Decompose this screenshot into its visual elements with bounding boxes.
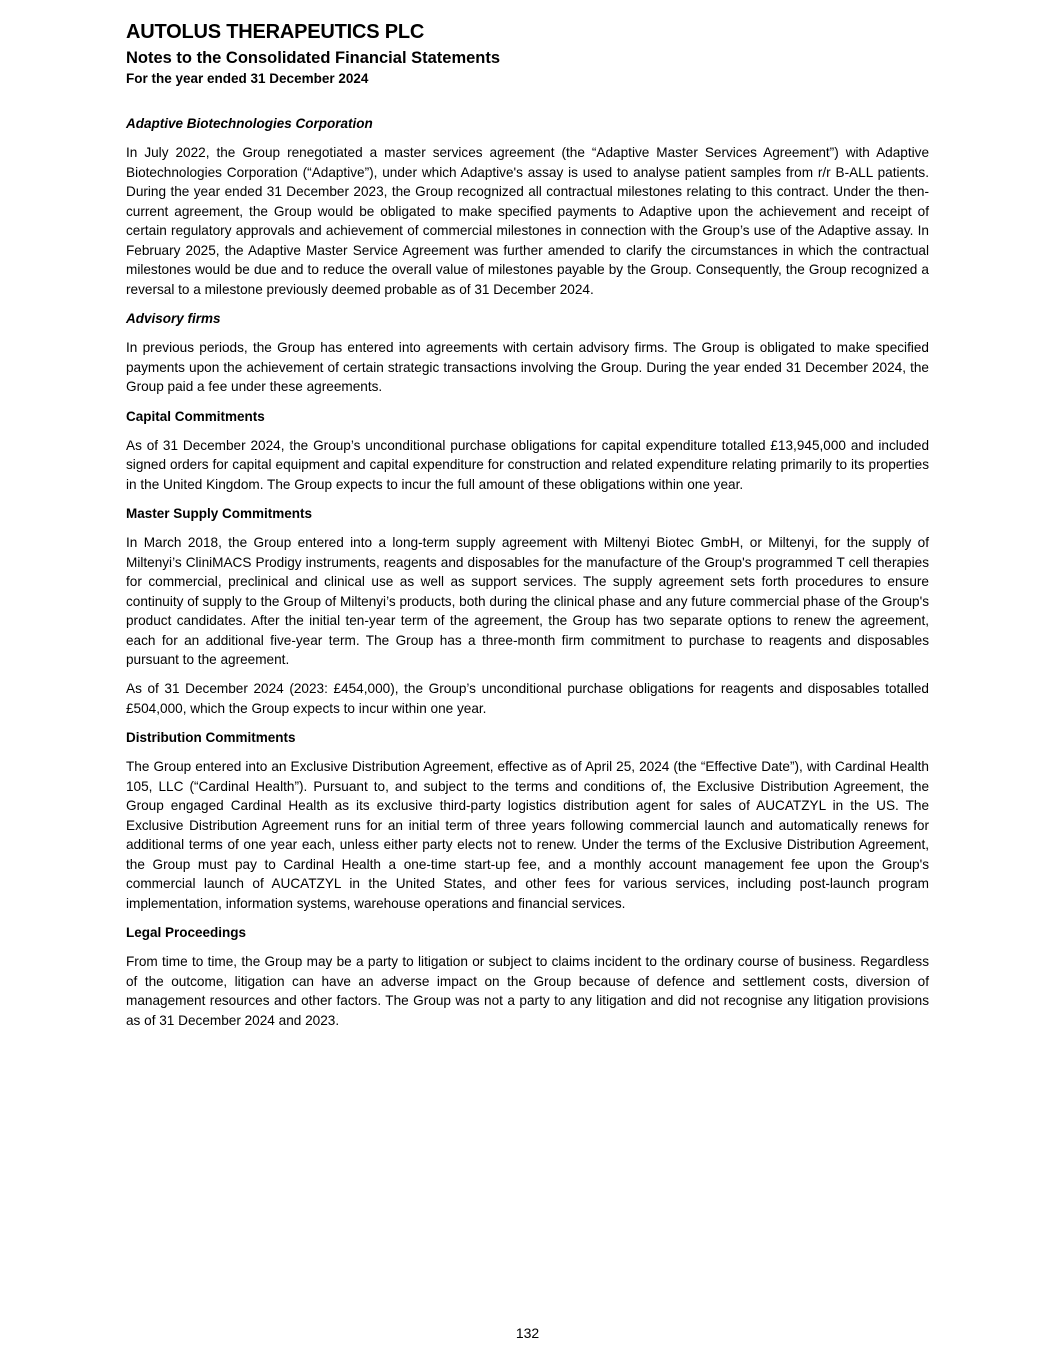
section-master-supply-commitments <box>126 504 929 718</box>
section-paragraph: From time to time, the Group may be a party to litigation or subject to claims incident to the ordinary course of business. Regardless of the outcome, litigation can have an adverse impact on the Group because of defence and settlement costs, diversion of management resources and other factors. The Group was not a party to any litigation and did not recognise any litigation provisions as of 31 December 2024 and 2023. <box>126 954 929 1028</box>
section-heading: Legal Proceedings <box>126 925 247 940</box>
section-paragraph: In July 2022, the Group renegotiated a master services agreement (the “Adaptive Master Services Agreement”) with Adaptive Biotechnologies Corporation (“Adaptive”), under which Adaptive's assay is used to analyse patient samples from r/r B-ALL patients. During the year ended 31 December 2023, the Group recognized all contractual milestones relating to this contract. Under the then-current agreement, the Group would be obligated to make specified payments to Adaptive upon the achievement and receipt of certain regulatory approvals and achievement of commercial milestones in connection with the Group’s use of the Adaptive assay. In February 2025, the Adaptive Master Service Agreement was further amended to clarify the circumstances in which the contractual milestones would be due and to reduce the overall value of milestones payable by the Group. Consequently, the Group recognized a reversal to a milestone previously deemed probable as of 31 December 2024. <box>126 145 929 297</box>
section-capital-commitments <box>126 407 929 495</box>
section-paragraph: As of 31 December 2024, the Group’s unconditional purchase obligations for capital expenditure totalled £13,945,000 and included signed orders for capital equipment and capital expenditure for construction and related expenditure relating primarily to its properties in the United Kingdom. The Group expects to incur the full amount of these obligations within one year. <box>126 437 929 492</box>
section-adaptive-biotechnologies <box>126 114 929 299</box>
section-paragraph: As of 31 December 2024 (2023: £454,000), the Group’s unconditional purchase obligations for reagents and disposables totalled £504,000, which the Group expects to incur within one year. <box>126 681 929 716</box>
section-heading: Master Supply Commitments <box>126 506 313 521</box>
reporting-period: For the year ended 31 December 2024 <box>126 71 369 86</box>
section-heading: Capital Commitments <box>126 408 265 424</box>
page-header <box>126 20 929 88</box>
section-paragraph: In March 2018, the Group entered into a long-term supply agreement with Miltenyi Biotec GmbH, or Miltenyi, for the supply of Miltenyi’s CliniMACS Prodigy instruments, reagents and disposables for the manufacture of the Group's programmed T cell therapies for commercial, preclinical and clinical use as well as support services. The supply agreement sets forth procedures to ensure continuity of supply to the Group of Miltenyi’s products, both during the clinical phase and any future commercial phase of the Group's product candidates. After the initial ten-year term of the agreement, the Group has two separate options to renew the agreement, each for an additional five-year term. The Group has a three-month firm commitment to purchase to reagents and disposables pursuant to the agreement. <box>126 535 929 667</box>
section-paragraph: The Group entered into an Exclusive Distribution Agreement, effective as of April 25, 2024 (the “Effective Date”), with Cardinal Health 105, LLC (“Cardinal Health”). Pursuant to, and subject to the terms and conditions of, the Exclusive Distribution Agreement, the Group engaged Cardinal Health as its exclusive third-party logistics distribution agent for sales of AUCATZYL in the US. The Exclusive Distribution Agreement runs for an initial term of three years following commercial launch and automatically renews for additional terms of one year each, unless either party elects not to renew. Under the terms of the Exclusive Distribution Agreement, the Group must pay to Cardinal Health a one-time start-up fee, and a monthly account management fee upon the Group's commercial launch of AUCATZYL in the United States, and other fees for various services, including post-launch program implementation, information systems, warehouse operations and financial services. <box>126 759 929 911</box>
section-heading: Adaptive Biotechnologies Corporation <box>126 116 373 131</box>
document-subtitle: Notes to the Consolidated Financial Statements <box>126 49 501 67</box>
section-distribution-commitments <box>126 728 929 913</box>
section-heading: Distribution Commitments <box>126 730 296 745</box>
section-heading: Advisory firms <box>126 311 221 326</box>
page-number: 132 <box>515 1325 540 1341</box>
company-name: AUTOLUS THERAPEUTICS PLC <box>126 21 425 43</box>
section-advisory-firms <box>126 309 929 397</box>
document-body <box>126 114 929 1040</box>
section-legal-proceedings <box>126 923 929 1030</box>
section-paragraph: In previous periods, the Group has entered into agreements with certain advisory firms. The Group is obligated to make specified payments upon the achievement of certain strategic transactions involving the Group. During the year ended 31 December 2024, the Group paid a fee under these agreements. <box>126 340 929 394</box>
